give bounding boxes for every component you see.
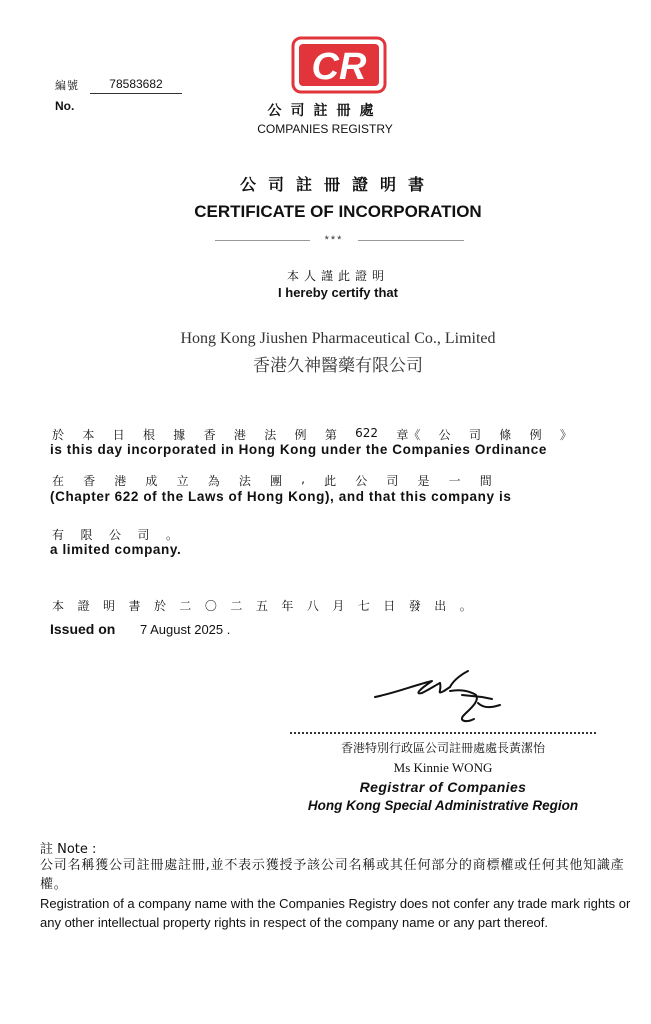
character: 發 [408,599,421,613]
registry-name-zh: 公司註冊處 [267,103,383,119]
character: 月 [332,599,345,613]
registration-number-label-zh: 編號 [55,79,79,92]
certify-statement-zh: 本人謹此證明 [286,269,389,283]
character: 成 [145,474,158,488]
registrar-signature [370,665,515,727]
character: 例 [529,428,542,442]
character: 七 [357,599,370,613]
company-name-en: Hong Kong Jiushen Pharmaceutical Co., Limited [180,330,496,347]
character: 明 [102,599,115,613]
character: , [301,472,305,486]
character: 第 [324,428,337,442]
body-line1-zh [52,426,572,443]
character: 為 [207,474,220,488]
character: 。 [459,599,472,613]
registrar-title-zh: 香港特別行政區公司註冊處處長黃潔怡 [340,741,545,755]
registrar-region-en: Hong Kong Special Administrative Region [307,798,579,813]
character: 八 [306,599,319,613]
character: 團 [269,474,282,488]
character: 港 [233,428,246,442]
character: 香 [83,474,96,488]
character: 例 [294,428,307,442]
logo-text: CR [311,46,367,88]
company-name-zh: 香港久神醫藥有限公司 [253,356,423,375]
character: 一 [448,474,461,488]
certificate-title-zh: 公司註冊證明書 [239,175,436,194]
character: 二 [230,599,243,613]
character: 證 [77,599,90,613]
character: 在 [52,474,65,488]
note-label: 註 Note : [40,842,97,857]
issued-statement-zh [52,597,472,614]
character: 是 [417,474,430,488]
character: 》 [559,428,572,442]
certify-statement-en: I hereby certify that [278,285,398,300]
note-text-zh: 公司名稱獲公司註冊處註冊,並不表示獲授予該公司名稱或其任何部分的商標權或任何其他知識產權。 [40,858,625,892]
companies-registry-logo [291,36,387,94]
character: 本 [82,428,95,442]
registrar-title-en: Registrar of Companies [359,779,527,795]
character: 公 [355,474,368,488]
issued-date: 7 August 2025 . [140,622,231,637]
character: 間 [479,474,492,488]
character: 章《 [396,428,421,442]
character: 年 [281,599,294,613]
character: 622 [355,426,379,440]
signature-line [290,732,596,734]
divider-stars: *** [324,234,344,246]
registration-number: 78583682 [90,77,182,94]
character: 香 [203,428,216,442]
character: 於 [153,599,166,613]
character: 條 [499,428,512,442]
character: 司 [137,528,150,542]
character: 據 [173,428,186,442]
character: 此 [324,474,337,488]
body-line2-zh [52,472,492,489]
character: 司 [468,428,481,442]
certificate-title-en: CERTIFICATE OF INCORPORATION [194,202,482,221]
character: 。 [165,528,178,542]
character: 公 [108,528,121,542]
character: 根 [142,428,155,442]
character: 出 [434,599,447,613]
character: 立 [176,474,189,488]
character: 書 [128,599,141,613]
registration-number-label-en: No. [55,99,75,113]
character: 限 [80,528,93,542]
character: 〇 [204,599,217,613]
body-line1-en: is this day incorporated in Hong Kong under the Companies Ordinance [50,442,547,457]
body-line3-zh [52,526,178,543]
note-text-en: Registration of a company name with the Companies Registry does not confer any trade mark rights or any other intellectual property rights in respect of the company name or any part thereof. [40,896,631,930]
character: 日 [112,428,125,442]
character: 日 [383,599,396,613]
divider-line-left [215,240,310,241]
registrar-name: Ms Kinnie WONG [393,760,493,775]
character: 本 [52,599,65,613]
character: 法 [264,428,277,442]
character: 有 [52,528,65,542]
body-line2-en: (Chapter 622 of the Laws of Hong Kong), and that this company is [50,489,512,504]
body-line3-en: a limited company. [50,542,182,557]
character: 於 [52,428,65,442]
issued-on-label: Issued on [50,621,116,637]
character: 港 [114,474,127,488]
registry-name-en: COMPANIES REGISTRY [257,122,393,136]
character: 公 [438,428,451,442]
character: 司 [386,474,399,488]
divider-line-right [358,240,464,241]
character: 五 [255,599,268,613]
character: 二 [179,599,192,613]
character: 法 [238,474,251,488]
